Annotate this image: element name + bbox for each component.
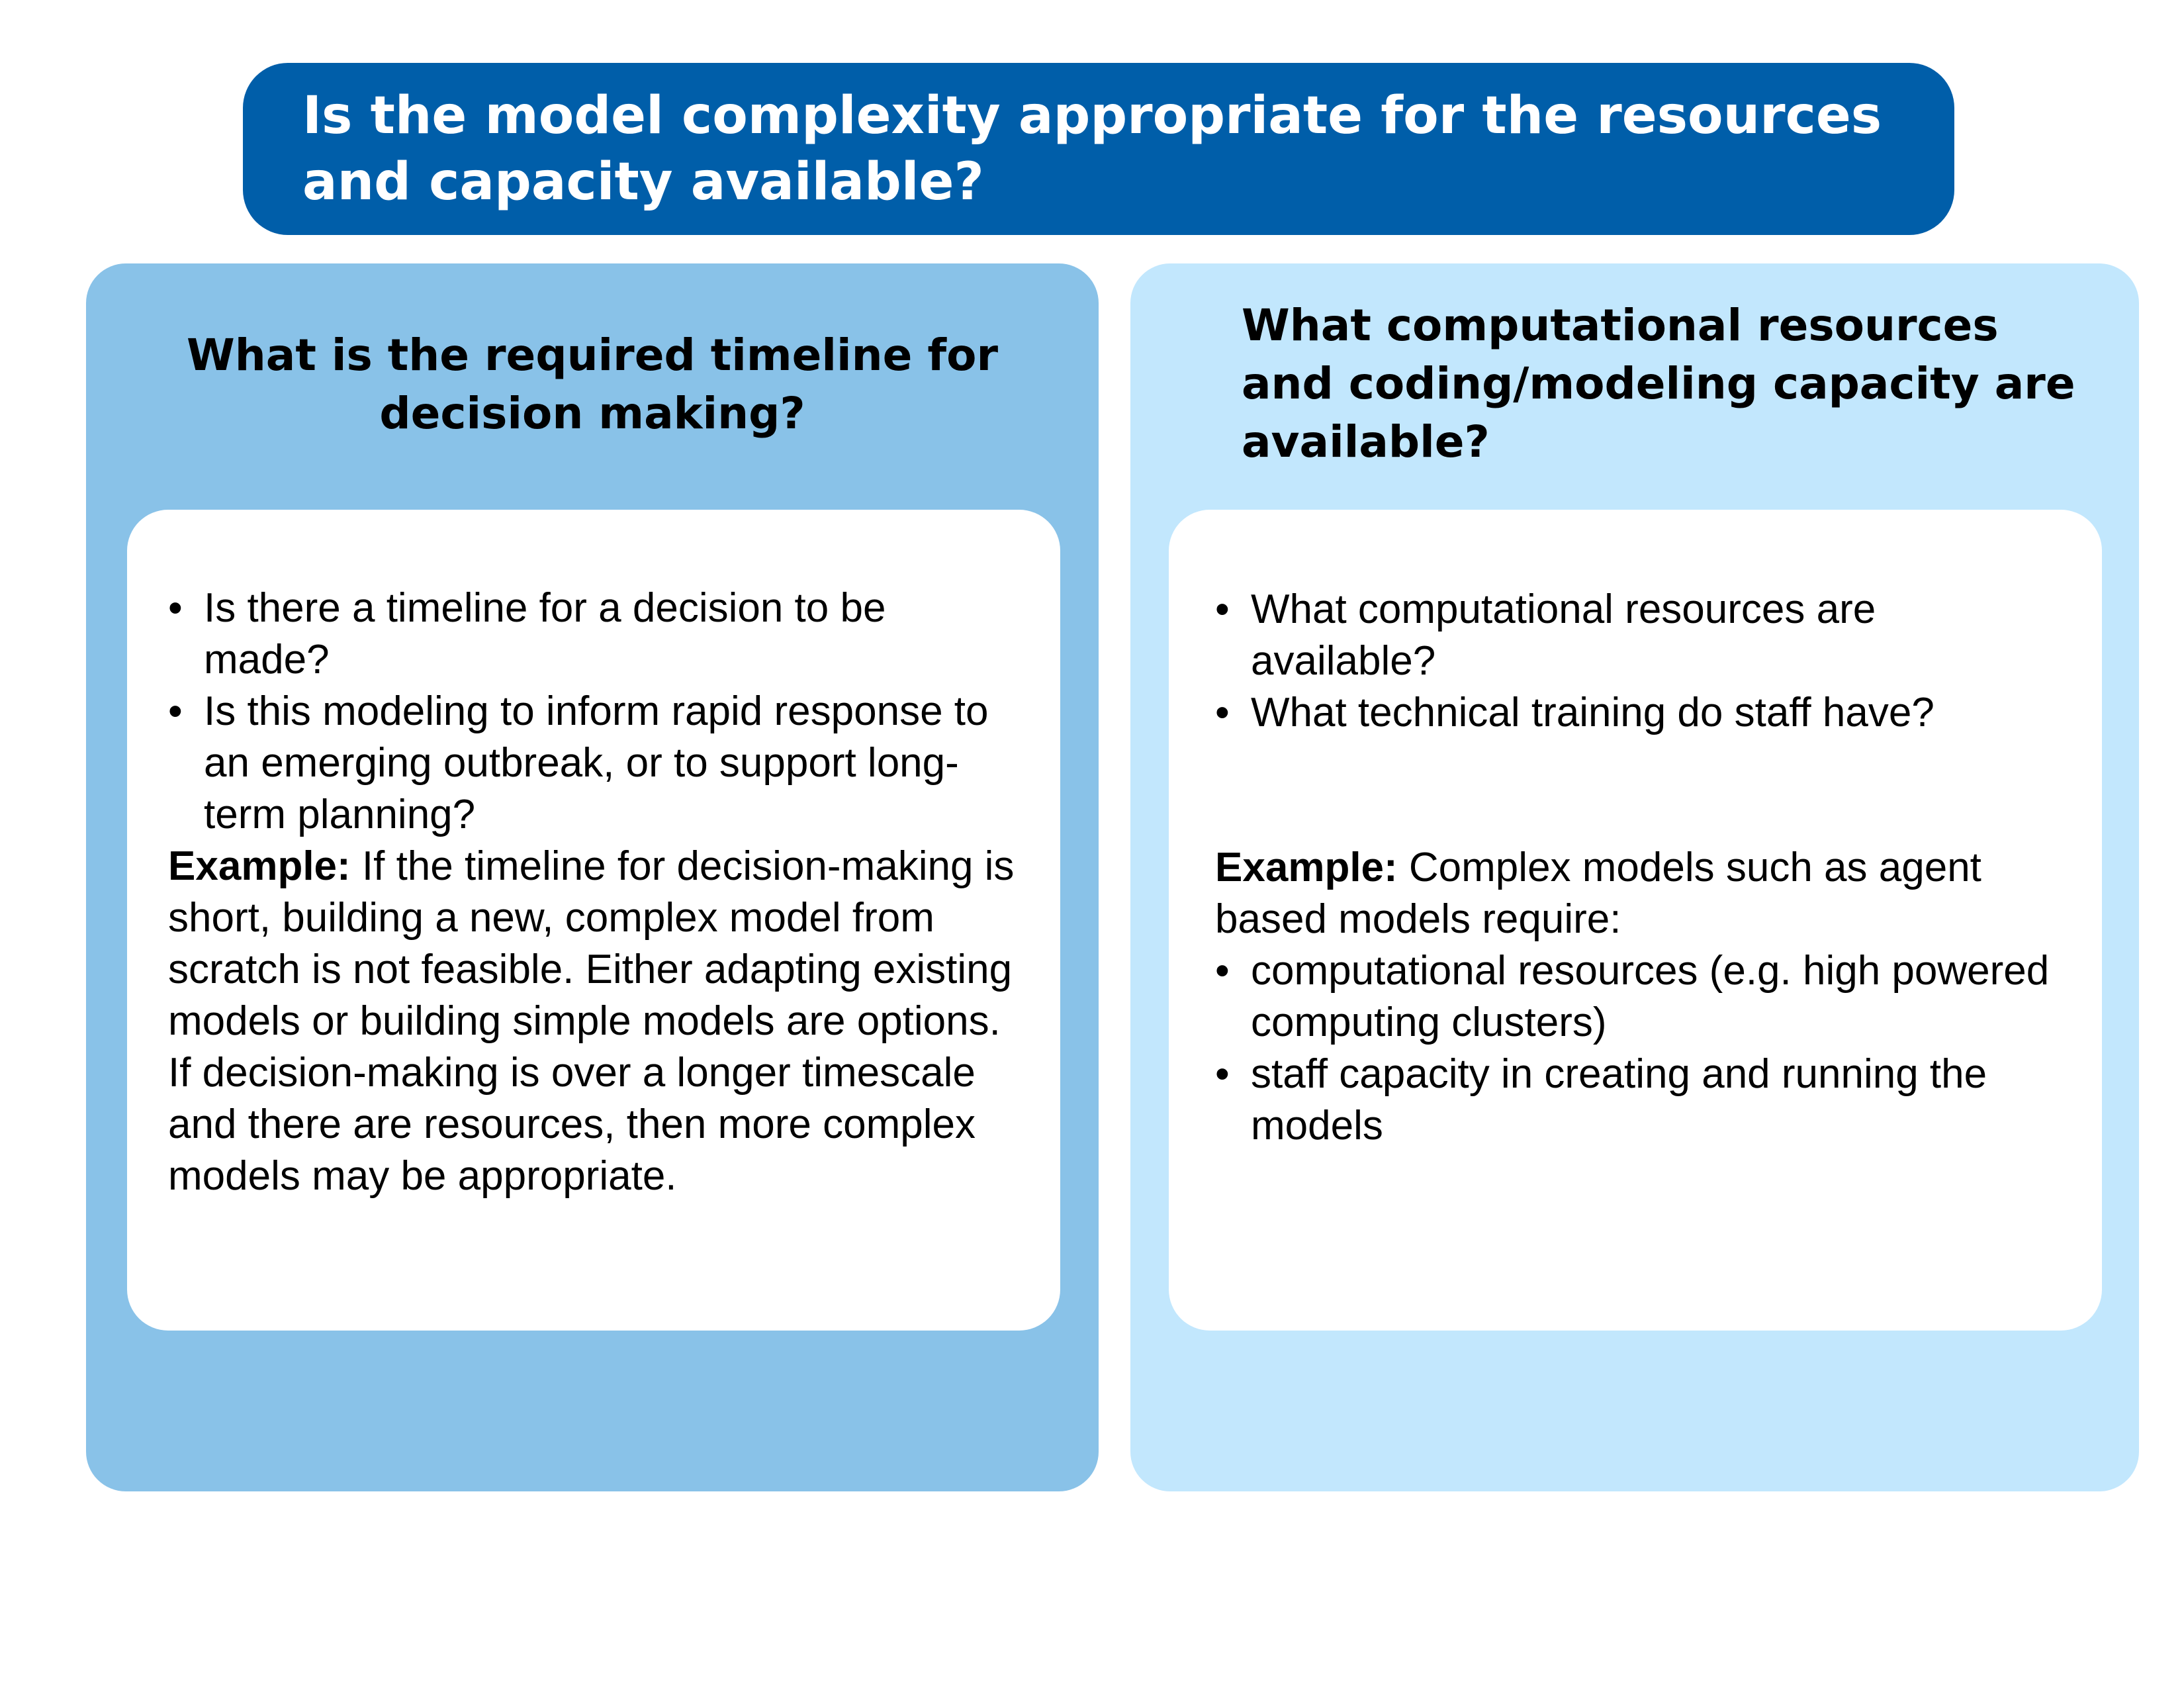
bullet-icon: • xyxy=(1215,586,1230,632)
timeline-question xyxy=(168,686,1021,841)
bullet-icon: • xyxy=(1215,1051,1230,1097)
timeline-example-text: If the timeline for decision-making is short, building a new, complex model from scratch is not feasible. Either adapting existing models or building simple models are options. If decision-making is over a longer timescale and there are resources, then more complex models may be appropriate. xyxy=(168,843,1015,1199)
bullet-icon: • xyxy=(1215,948,1230,994)
resources-card xyxy=(1169,510,2102,1331)
timeline-heading: What is the required timeline for decision making? xyxy=(187,330,998,439)
timeline-example xyxy=(168,841,1021,1202)
resources-example-item-text: computational resources (e.g. high powered computing clusters) xyxy=(1251,948,2050,1045)
resources-question xyxy=(1215,584,2062,687)
title-banner xyxy=(243,63,1954,235)
resources-example-item xyxy=(1215,1049,2062,1152)
example-label: Example: xyxy=(168,843,351,889)
timeline-card xyxy=(127,510,1060,1331)
bullet-icon: • xyxy=(1215,690,1230,735)
timeline-question-list xyxy=(168,583,1021,841)
timeline-question xyxy=(168,583,1021,686)
resources-example-item-text: staff capacity in creating and running the models xyxy=(1251,1051,1987,1149)
resources-question-text: What computational resources are available? xyxy=(1251,586,1876,684)
bullet-icon: • xyxy=(168,688,183,734)
resources-example xyxy=(1215,842,2062,945)
timeline-question-text: Is there a timeline for a decision to be made? xyxy=(204,585,886,682)
bullet-icon: • xyxy=(168,585,183,631)
example-label: Example: xyxy=(1215,845,1398,890)
page-title: Is the model complexity appropriate for the resources and capacity available? xyxy=(302,86,1882,212)
timeline-panel xyxy=(86,263,1099,1491)
timeline-question-text: Is this modeling to inform rapid response to an emerging outbreak, or to support long-term planning? xyxy=(204,688,989,837)
resources-question xyxy=(1215,687,2062,739)
resources-example-text: Complex models such as agent based models require: xyxy=(1215,845,1981,942)
resources-panel xyxy=(1130,263,2139,1491)
resources-question-text: What technical training do staff have? xyxy=(1251,690,1934,735)
resources-example-item xyxy=(1215,945,2062,1049)
resources-heading: What computational resources and coding/modeling capacity are available? xyxy=(1242,300,2075,467)
resources-example-list xyxy=(1215,945,2062,1152)
resources-question-list xyxy=(1215,584,2062,739)
